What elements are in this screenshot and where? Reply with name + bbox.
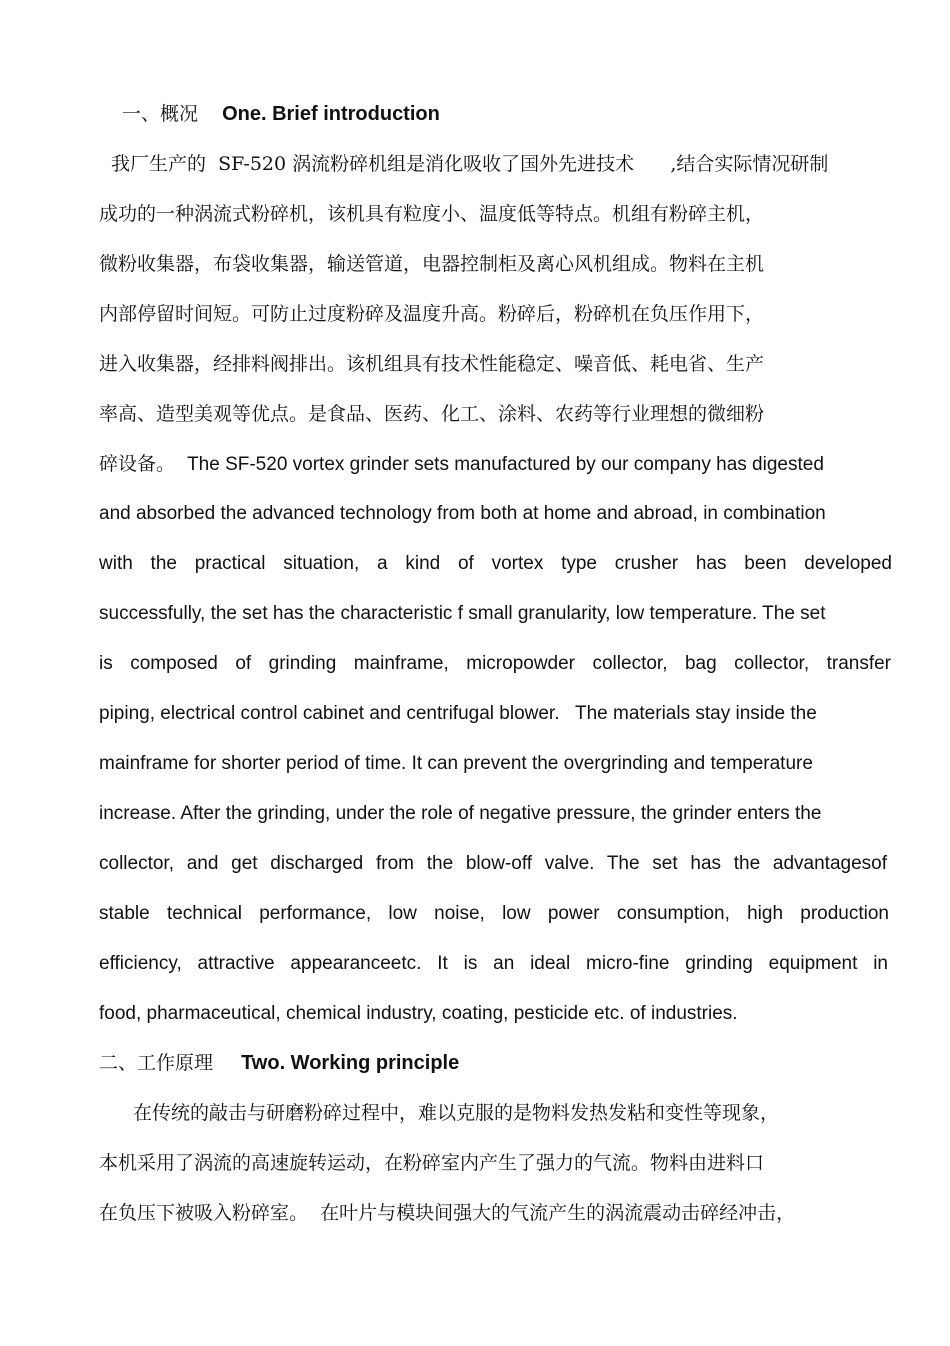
english-line: mainframe for shorter period of time. It can prevent the overgrinding and temperature (99, 753, 813, 774)
english-line: is composed of grinding mainframe, micropowder collector, bag collector, transfer (99, 653, 891, 674)
section-1-heading (122, 101, 922, 127)
paragraph-2-line: 本机采用了涡流的高速旋转运动，在粉碎室内产生了强力的气流。物料由进料口 (99, 1152, 765, 1174)
section-2-heading (99, 1050, 899, 1076)
paragraph-1-line: 成功的一种涡流式粉碎机，该机具有粒度小、温度低等特点。机组有粉碎主机， (99, 203, 765, 225)
english-line: successfully, the set has the characteristic f small granularity, low temperature. The set (99, 603, 826, 624)
paragraph-1-line: 碎设备。 (99, 453, 176, 475)
section-1-heading-en: One. Brief introduction (222, 103, 440, 125)
section-2-heading-en: Two. Working principle (241, 1052, 460, 1074)
section-2-heading-zh: 二、工作原理 (99, 1052, 214, 1074)
english-line: increase. After the grinding, under the role of negative pressure, the grinder enters the (99, 803, 822, 824)
paragraph-1-line: 内部停留时间短。可防止过度粉碎及温度升高。粉碎后，粉碎机在负压作用下， (99, 303, 765, 325)
english-line: piping, electrical control cabinet and centrifugal blower. The materials stay inside the (99, 703, 817, 724)
english-line: food, pharmaceutical, chemical industry, coating, pesticide etc. of industries. (99, 1003, 738, 1024)
english-line: efficiency, attractive appearanceetc. It is an ideal micro-fine grinding equipment in (99, 953, 888, 974)
english-line: collector, and get discharged from the blow-off valve. The set has the advantagesof (99, 853, 887, 874)
paragraph-2-line: 在传统的敲击与研磨粉碎过程中，难以克服的是物料发热发粘和变性等现象， (133, 1102, 780, 1124)
paragraph-1-line: 率高、造型美观等优点。是食品、医药、化工、涂料、农药等行业理想的微细粉 (99, 403, 765, 425)
english-line: stable technical performance, low noise, low power consumption, high production (99, 903, 889, 924)
english-line: and absorbed the advanced technology from both at home and abroad, in combination (99, 503, 826, 524)
english-line: The SF-520 vortex grinder sets manufactured by our company has digested (187, 454, 824, 475)
english-line: with the practical situation, a kind of vortex type crusher has been developed (99, 553, 892, 574)
paragraph-1-mixed-line (99, 451, 899, 478)
paragraph-1-line: 进入收集器，经排料阀排出。该机组具有技术性能稳定、噪音低、耗电省、生产 (99, 353, 765, 375)
section-1-heading-zh: 一、概况 (122, 103, 199, 125)
paragraph-1-line: 我厂生产的 SF-520 涡流粉碎机组是消化吸收了国外先进技术 ,结合实际情况研制 (111, 153, 829, 175)
paragraph-1-line: 微粉收集器，布袋收集器，输送管道，电器控制柜及离心风机组成。物料在主机 (99, 253, 765, 275)
paragraph-2-line: 在负压下被吸入粉碎室。 在叶片与模块间强大的气流产生的涡流震动击碎经冲击， (99, 1202, 796, 1224)
